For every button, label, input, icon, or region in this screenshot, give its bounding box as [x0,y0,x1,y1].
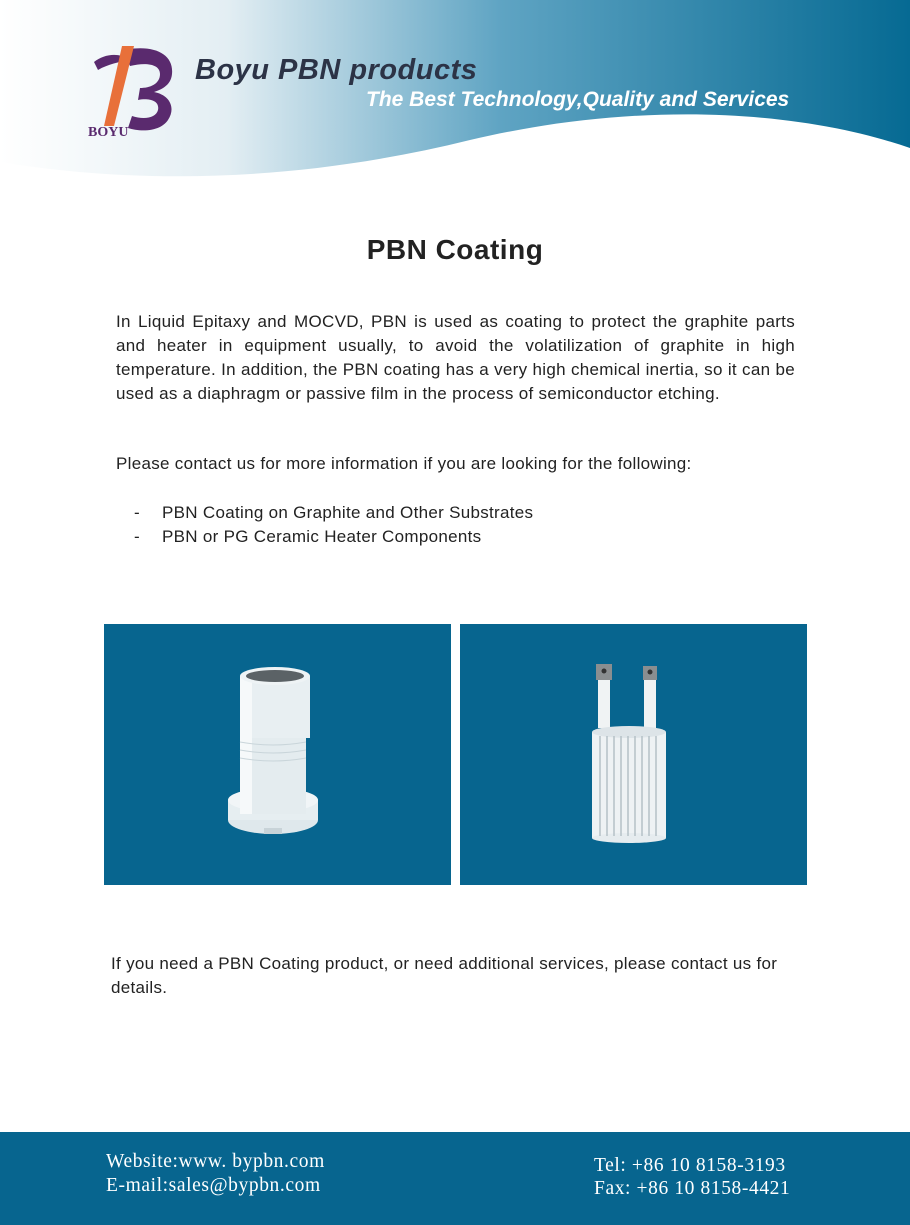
closing-paragraph: If you need a PBN Coating product, or need additional services, please contact us for details. [111,954,778,997]
footer-bar [0,1132,910,1225]
header-banner [0,0,910,200]
list-item-text: PBN or PG Ceramic Heater Components [162,527,482,546]
bullet-dash: - [134,527,140,546]
footer-fax: Fax: +86 10 8158-4421 [594,1178,791,1199]
bullet-dash: - [134,503,140,522]
intro-paragraph: In Liquid Epitaxy and MOCVD, PBN is used as coating to protect the graphite parts and heater in equipment usually, to avoid the volatilization of graphite in high temperature. In addition, the PBN coating has a very high chemical inertia, so it can be used as a diaphragm or passive film in the process of semiconductor etching. [116,312,795,403]
footer-tel: Tel: +86 10 8158-3193 [594,1155,786,1176]
footer-email[interactable]: E-mail:sales@bypbn.com [106,1175,321,1196]
brand-tagline: The Best Technology,Quality and Services [366,88,790,111]
contact-note: Please contact us for more information if you are looking for the following: [116,454,692,473]
product-list [134,501,533,549]
pbn-heater-photo [460,624,807,885]
footer-web-contact [106,1150,325,1198]
list-item-text: PBN Coating on Graphite and Other Substrates [162,503,534,522]
footer-website[interactable]: Website:www. bypbn.com [106,1151,325,1172]
boyu-logo-icon [84,40,180,140]
pbn-coated-crucible-photo [104,624,451,885]
list-item [134,501,533,525]
brand-name: Boyu PBN products [195,54,478,86]
logo-text: BOYU [88,125,129,140]
page-title: PBN Coating [366,234,544,265]
list-item [134,525,533,549]
footer-phone-contact [594,1154,790,1200]
